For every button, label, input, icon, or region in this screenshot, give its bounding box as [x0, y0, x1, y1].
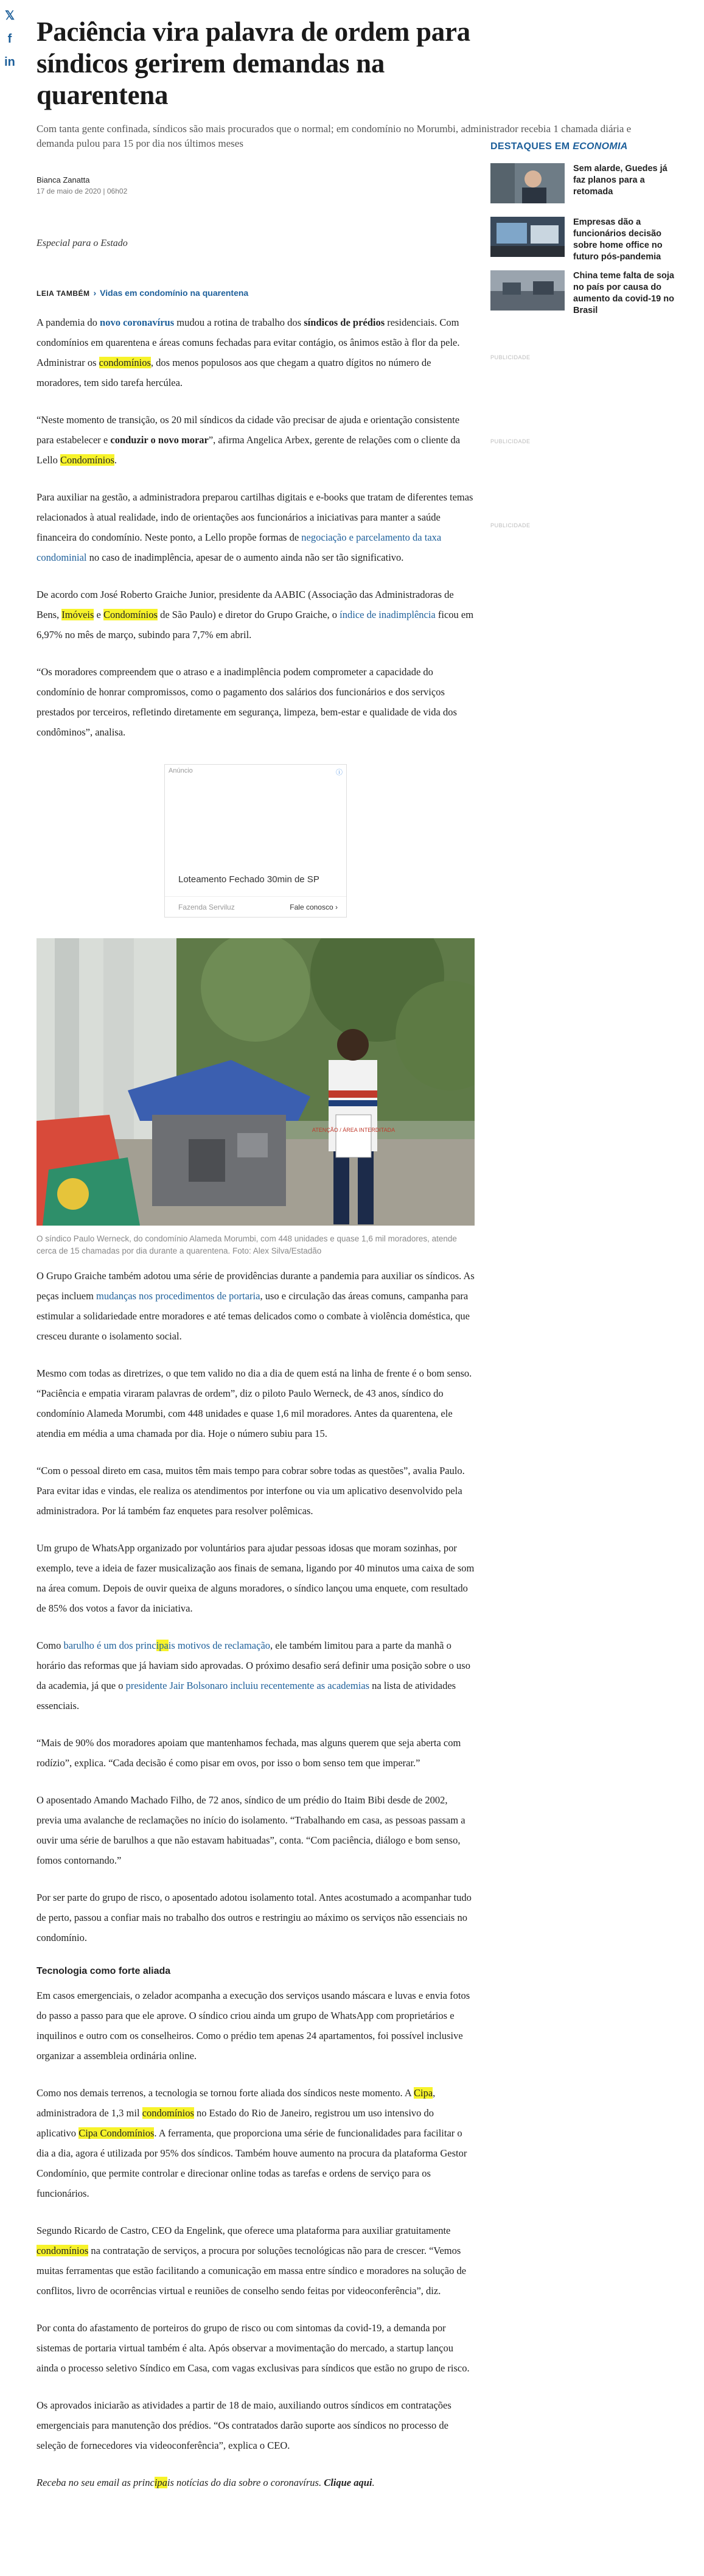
ad-brand: Fazenda Serviluz — [178, 902, 235, 911]
ad-label: PUBLICIDADE — [490, 522, 531, 528]
thumbnail-image — [490, 163, 565, 203]
paragraph-17: Por conta do afastamento de porteiros do grupo de risco ou com sintomas da covid-19, a demanda por sistemas de portaria virtual também é alta. Após observar a movimentação do mercado, a startup lançou ainda o processo seletivo Síndico em Casa, com vagas exclusivas para síndicos que estão no grupo de risco. — [37, 2322, 470, 2374]
text: . — [114, 454, 117, 466]
link-text: is motivos de reclamação — [168, 1640, 271, 1651]
paragraph-10 — [37, 1635, 475, 1716]
social-share-bar — [0, 0, 21, 69]
related-article-link[interactable]: Vidas em condomínio na quarentena — [100, 288, 249, 298]
link-text: barulho é um dos princ — [63, 1640, 156, 1651]
noise-link[interactable] — [63, 1640, 270, 1651]
text: mudou a rotina de trabalho dos — [174, 317, 304, 328]
highlight-term[interactable]: Cipa Condomínios — [78, 2127, 155, 2139]
text: , ele também limitou para a parte da manhã o horário das reformas que já haviam sido aprovadas. O próximo desafio será definir uma posição sobre o uso da academia, já que o — [37, 1640, 470, 1691]
text: residenciais. Com condomínios em quarentena e áreas comuns fechadas para evitar contágio, os ânimos estão à flor da pele. Administrar os — [37, 317, 460, 368]
bolsonaro-link[interactable]: presidente Jair Bolsonaro incluiu recentemente as academias — [125, 1680, 370, 1691]
ad-cta-button[interactable] — [290, 903, 338, 911]
advertisement[interactable] — [164, 764, 347, 918]
text: de São Paulo) e diretor do Grupo Graiche, o — [157, 609, 340, 620]
text: . A ferramenta, que proporciona uma série de funcionalidades para facilitar o dia a dia, agora é utilizada por 95% dos síndicos. Também houve aumento na procura da plataforma Gestor Condomínio, que permite controlar e direcionar online todas as tarefas e ordens de serviço para os funcionários. — [37, 2127, 467, 2199]
paragraph-9: Um grupo de WhatsApp organizado por voluntários para ajudar pessoas idosas que moram sozinhas, por exemplo, teve a ideia de fazer musicalização aos finais de semana, ligando por 40 minutos uma caixa de som na área comum. Depois de ouvir queixa de alguns moradores, o síndico lançou uma enquete, com resultado de 85% dos votos a favor da iniciativa. — [37, 1542, 475, 1614]
paragraph-11: “Mais de 90% dos moradores apoiam que mantenhamos fechada, mas alguns querem que seja aberta com rodízio”, explica. “Cada decisão é como pisar em ovos, por isso o bom senso tem que imperar.” — [37, 1737, 461, 1769]
paragraph-1 — [37, 312, 475, 393]
sidebar-item[interactable] — [490, 163, 679, 206]
text: O Grupo Graiche também adotou uma série de providências durante a pandemia para auxiliar os síndicos. As peças incluem — [37, 1270, 475, 1302]
newsletter-link[interactable]: Clique aqui — [324, 2477, 372, 2488]
sidebar-item-title[interactable]: Sem alarde, Guedes já faz planos para a retomada — [573, 164, 667, 197]
ad-label: PUBLICIDADE — [490, 354, 531, 360]
sidebar-title-section: ECONOMIA — [573, 141, 628, 152]
text: “Neste momento de transição, os 20 mil síndicos da cidade vão precisar de ajuda e orientação consistente para estabelecer e — [37, 414, 460, 446]
photo-sign-text: ATENÇÃO / ÁREA INTERDITADA — [312, 1127, 396, 1133]
text: ”, afirma Angelica Arbex, gerente de relações com o cliente da Lello — [37, 434, 461, 466]
sidebar-item-title[interactable]: China teme falta de soja no país por causa do aumento da covid-19 no Brasil — [573, 271, 674, 315]
text: no Estado do Rio de Janeiro, registrou um uso intensivo do aplicativo — [37, 2107, 434, 2139]
paragraph-7: Mesmo com todas as diretrizes, o que tem valido no dia a dia de quem está na linha de frente é o bom senso. “Paciência e empatia viraram palavras de ordem”, diz o piloto Paulo Werneck, de 43 anos, síndico do condomínio Alameda Morumbi, com 448 unidades e quase 1,6 mil moradores. Antes da quarentena, ele atendia em média a uma chamada por dia. Hoje o número subiu para 15. — [37, 1367, 472, 1439]
portaria-link[interactable]: mudanças nos procedimentos de portaria — [96, 1290, 260, 1302]
paragraph-16 — [37, 2220, 475, 2301]
text: Segundo Ricardo de Castro, CEO da Engelink, que oferece uma plataforma para auxiliar gratuitamente — [37, 2225, 451, 2236]
highlight-term[interactable]: Condomínios — [103, 609, 158, 620]
paragraph-5: “Os moradores compreendem que o atraso e a inadimplência podem comprometer a capacidade do condomínio de honrar compromissos, como o pagamento dos salários dos funcionários e dos serviços prestados por terceiros, refletindo diretamente em segurança, limpeza, bem-estar e qualidade de vida dos condôminos”, analisa. — [37, 666, 457, 738]
photo-caption: O síndico Paulo Werneck, do condomínio Alameda Morumbi, com 448 unidades e quase 1,6 mil moradores, atende cerca de 15 chamadas por dia durante a quarentena. Foto: Alex Silva/Estadão — [37, 1234, 457, 1255]
paragraph-6 — [37, 1266, 475, 1346]
chevron-right-icon: › — [93, 288, 97, 298]
thumbnail[interactable] — [490, 163, 565, 203]
sidebar-title-prefix: DESTAQUES EM — [490, 141, 573, 152]
thumbnail-image — [490, 217, 565, 257]
text: , uso e circulação das áreas comuns, campanha para estimular a solidariedade entre moradores e até temas delicados como o combate à violência doméstica, que cresceu durante o isolamento social. — [37, 1290, 470, 1342]
negotiation-link[interactable]: negociação e parcelamento da taxa condominial — [37, 532, 442, 563]
facebook-icon[interactable]: f — [7, 32, 12, 46]
text: Receba no seu email as princ — [37, 2477, 155, 2488]
text: A pandemia do — [37, 317, 100, 328]
highlight-term[interactable]: condomínios — [37, 2245, 89, 2256]
newsletter-cta — [37, 2472, 475, 2493]
highlight-term[interactable]: Condomínios — [60, 454, 114, 466]
ad-info-icon[interactable]: ⓘ — [336, 769, 343, 776]
paragraph-18: Os aprovados iniciarão as atividades a partir de 18 de maio, auxiliando outros síndicos em contratações emergenciais para manutenção dos prédios. “Os contratados darão suporte aos síndicos no processo de seleção de fornecedores via videoconferência”, explica o CEO. — [37, 2399, 451, 2451]
highlight-term[interactable]: condomínios — [142, 2107, 194, 2119]
bold-text: conduzir o novo morar — [110, 434, 209, 446]
text: is notícias do dia sobre o coronavírus. — [167, 2477, 324, 2488]
author-name[interactable]: Bianca Zanatta — [37, 175, 90, 184]
paragraph-8: “Com o pessoal direto em casa, muitos têm mais tempo para cobrar sobre todas as questões”, avalia Paulo. Para evitar idas e vindas, ele realiza os atendimentos por interfone ou via um aplicativo desenvolvido pela administradora. Por lá também faz enquetes para resolver polêmicas. — [37, 1465, 465, 1517]
text: e — [94, 609, 103, 620]
photo-illustration — [37, 938, 475, 1226]
paragraph-3 — [37, 487, 475, 567]
paragraph-13: Por ser parte do grupo de risco, o aposentado adotou isolamento total. Antes acostumado a acompanhar tudo de perto, passou a confiar mais no trabalho dos outros e restringiu ao máximo os serviços não essenciais no condomínio. — [37, 1892, 472, 1943]
highlight-term[interactable]: condomínios — [99, 357, 151, 368]
text: no caso de inadimplência, apesar de o aumento ainda não ser tão significativo. — [86, 552, 404, 563]
text: ficou em 6,97% no mês de março, subindo para 7,7% em abril. — [37, 609, 474, 640]
article-kicker: Especial para o Estado — [37, 238, 128, 248]
article-photo — [37, 938, 475, 1226]
ad-title[interactable]: Loteamento Fechado 30min de SP — [178, 874, 319, 885]
ad-footer — [165, 896, 346, 917]
paragraph-15 — [37, 2083, 475, 2203]
sidebar-item[interactable] — [490, 270, 679, 313]
paragraph-14: Em casos emergenciais, o zelador acompanha a execução dos serviços usando máscara e luvas e envia fotos do passo a passo para que ele aprove. O síndico criou ainda um grupo de WhatsApp com proprietários e inquilinos e outro com os conselheiros. Como o prédio tem apenas 24 apartamentos, foi possível inclusive organizar a assembleia ordinária online. — [37, 1990, 470, 2062]
text: Como nos demais terrenos, a tecnologia se tornou forte aliada dos síndicos neste momento. A — [37, 2087, 414, 2099]
thumbnail[interactable] — [490, 270, 565, 311]
sidebar-item[interactable] — [490, 217, 679, 262]
ad-cta-label: Fale conosco — [290, 902, 333, 911]
text: na contratação de serviços, a procura por soluções tecnológicas não para de crescer. “Vemos muitas ferramentas que estão facilitando a comunicação em massa entre síndico e moradores na solução de conflitos, livro de ocorrências virtual e reuniões de conselho sendo feitas por videoconferência”, diz. — [37, 2245, 467, 2297]
paragraph-4 — [37, 584, 475, 645]
related-tag: LEIA TAMBÉM — [37, 289, 90, 298]
ad-label: PUBLICIDADE — [490, 438, 531, 444]
thumbnail-image — [490, 270, 565, 311]
paragraph-2 — [37, 410, 475, 470]
text: , dos menos populosos aos que chegam a quatro dígitos no número de moradores, tem sido tarefa hercúlea. — [37, 357, 431, 388]
publish-date: 17 de maio de 2020 | 06h02 — [37, 187, 128, 195]
sidebar — [490, 141, 679, 528]
linkedin-icon[interactable]: in — [4, 55, 15, 69]
twitter-icon[interactable]: 𝕏 — [4, 9, 15, 23]
sidebar-item-title[interactable]: Empresas dão a funcionários decisão sobre home office no futuro pós-pandemia — [573, 217, 663, 262]
text: De acordo com José Roberto Graiche Junior, presidente da AABIC (Associação das Administradoras de Bens, — [37, 589, 454, 620]
thumbnail[interactable] — [490, 217, 565, 257]
text: na lista de atividades essenciais. — [37, 1680, 456, 1711]
default-index-link[interactable]: índice de inadimplência — [340, 609, 436, 620]
chevron-right-icon: › — [335, 902, 338, 911]
related-link — [37, 288, 475, 298]
page-title: Paciência vira palavra de ordem para síndicos gerirem demandas na quarentena — [37, 16, 470, 110]
text: . — [372, 2477, 375, 2488]
coronavirus-link[interactable]: novo coronavírus — [100, 317, 175, 328]
ad-label: Anúncio — [169, 767, 193, 774]
article-subhead: Com tanta gente confinada, síndicos são mais procurados que o normal; em condomínio no Morumbi, administrador recebia 1 chamada diária e demanda pulou para 15 por dia nos últimos meses — [37, 123, 632, 149]
sidebar-title — [490, 141, 679, 152]
highlight-term: ipa — [156, 1640, 169, 1651]
highlight-term: ipa — [154, 2477, 167, 2488]
paragraph-12: O aposentado Amando Machado Filho, de 72 anos, síndico de um prédio do Itaim Bibi desde de 2002, previa uma avalanche de reclamações no início do isolamento. “Trabalhando em casa, as pessoas passam a ouvir uma série de barulhos a que não estavam habituadas”, conta. “Com paciência, diálogo e bom senso, fomos contornando.” — [37, 1794, 465, 1866]
text: Para auxiliar na gestão, a administradora preparou cartilhas digitais e e-books que tratam de diferentes temas relacionados à atual realidade, indo de orientações aos funcionários a iniciativas para manter a saúde financeira do condomínio. Neste ponto, a Lello propõe formas de — [37, 491, 473, 543]
bold-text: síndicos de prédios — [304, 317, 385, 328]
text: , administradora de 1,3 mil — [37, 2087, 436, 2119]
highlight-term[interactable]: Imóveis — [61, 609, 94, 620]
text: Como — [37, 1640, 64, 1651]
section-heading: Tecnologia como forte aliada — [37, 1966, 171, 1976]
highlight-term[interactable]: Cipa — [414, 2087, 433, 2099]
